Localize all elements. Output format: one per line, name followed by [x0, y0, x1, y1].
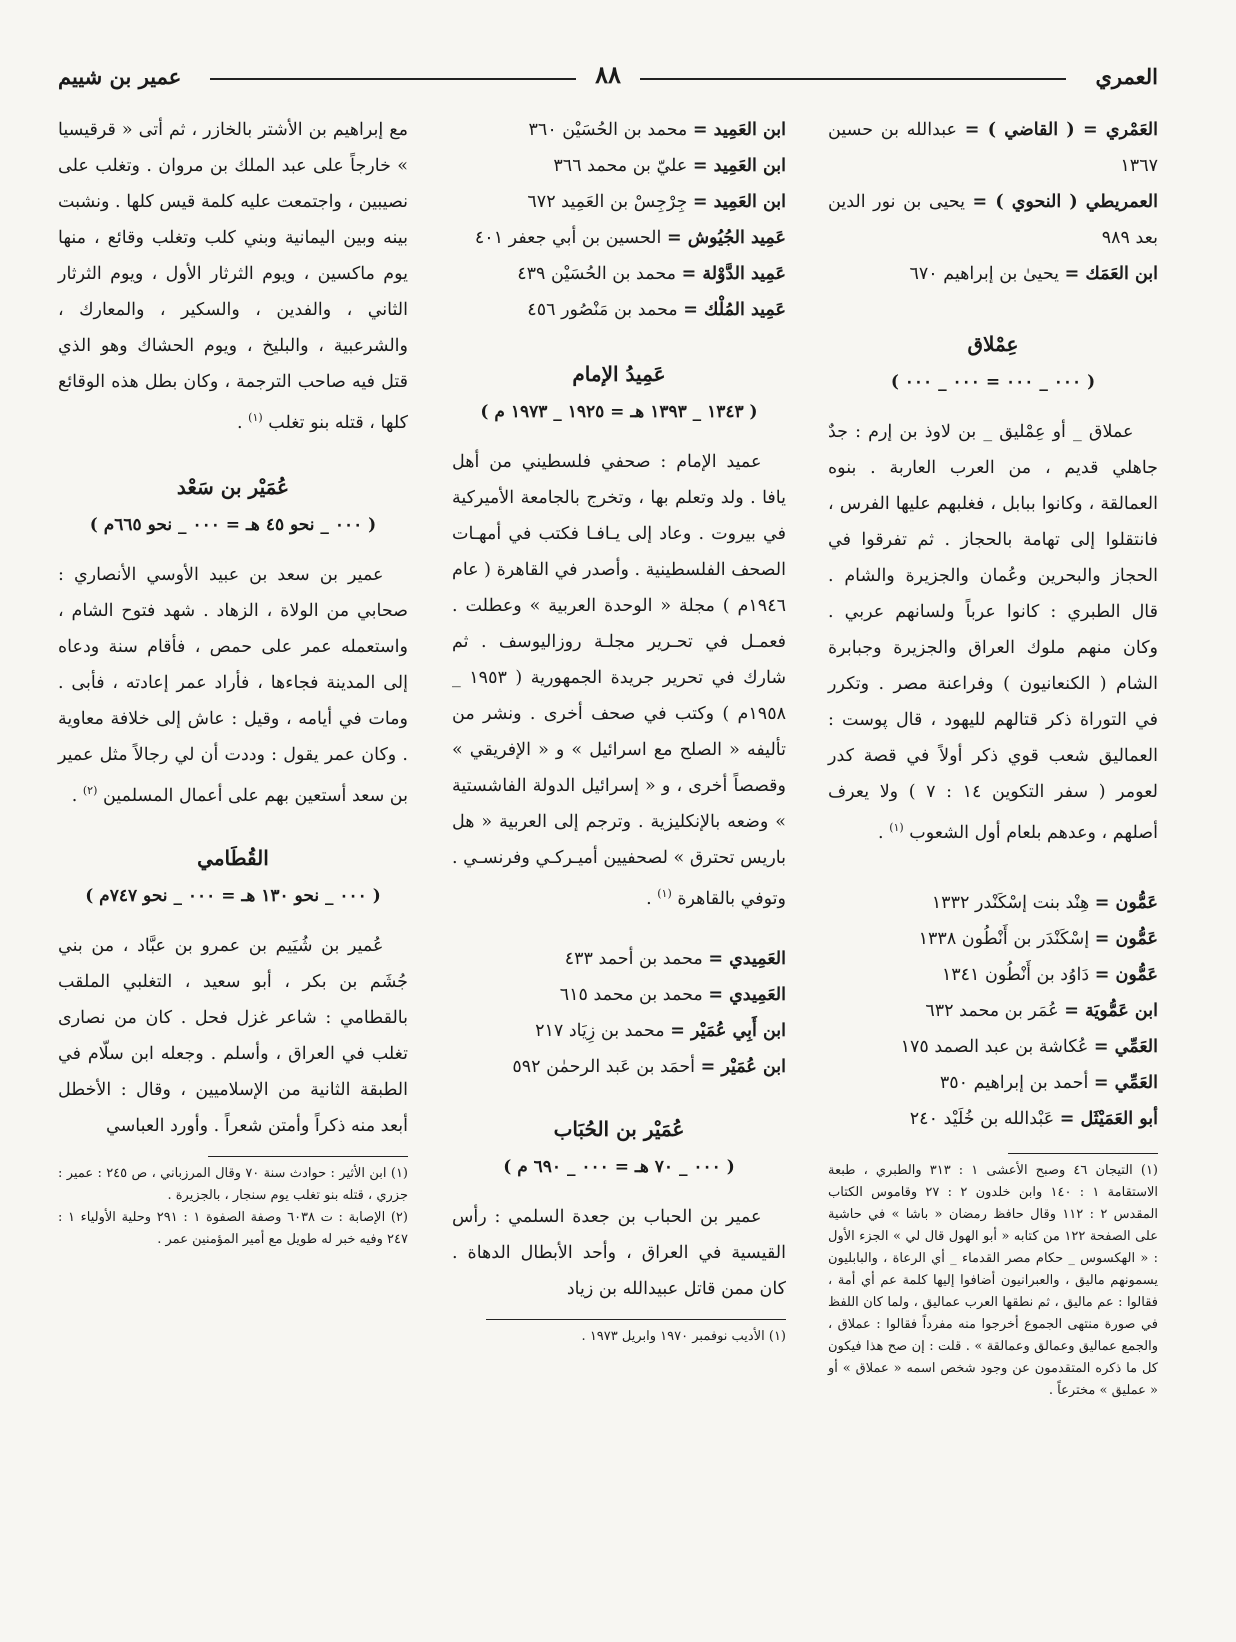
running-head-right: العمري	[1095, 64, 1158, 89]
column-right	[828, 112, 1158, 1402]
cross-reference: العَمِّي = أحمد بن إبراهيم ٣٥٠	[939, 1072, 1158, 1093]
entry-heading: عَمِيدُ الإمام	[572, 362, 666, 386]
footnote-marker: (١)	[657, 887, 672, 900]
entry-heading: عُمَيْر بن الحُبَاب	[553, 1116, 685, 1141]
entry-dates: ( ٠٠٠ _ نحو ٤٥ هـ = ٠٠٠ _ نحو ٦٦٥م )	[89, 514, 377, 535]
cross-reference: ابن العَمَك = يحيىٰ بن إبراهيم ٦٧٠	[909, 264, 1158, 284]
cross-reference: عَمِيد الدَّوْلة = محمد بن الحُسَيْن ٤٣٩	[517, 264, 786, 284]
entry-body: عملاق _ أو عِمْليق _ بن لاوذ بن إرم : جدٌ جاهلي قديم ، من العرب العاربة . بنوه العمالقة ، وكانوا ببابل ، فغلبهم عليها الفرس ، فانتقلوا إلى تهامة بالحجاز . ثم تفرقوا في الحجاز والبحرين وعُمان والجزيرة والشام . قال الطبري : كانوا عرباً ولسانهم عربي . وكان منهم ملوك العراق والجزيرة وجبابرة الشام ( الكنعانيون ) وفراعنة مصر . وتكرر في التوراة ذكر قتالهم لليهود ، قال پوست : العماليق شعب قوي ذكر أولاً في قصة كدر لعومر ( سفر التكوين ١٤ : ٧ ) ولا يعرف أصلهم ، وعدهم بلعام أول الشعوب $^{(١)}$ .	[828, 422, 1159, 843]
cross-reference: العَمْري = ( القاضي ) = عبدالله بن حسين ١٣٦٧	[828, 120, 1158, 176]
entry-dates: ( ٠٠٠ _ ٠٠٠ = ٠٠٠ _ ٠٠٠ )	[890, 372, 1096, 392]
cross-reference: أبو العَمَيْثَل = عَبْدالله بن خُلَيْد ٢٤٠	[909, 1108, 1158, 1129]
page-number: ٨٨	[595, 60, 621, 89]
column-left	[58, 112, 408, 1251]
cross-reference: العمريطي ( النحوي ) = يحيى بن نور الدين بعد ٩٨٩	[828, 192, 1158, 248]
entry-heading: عِمْلاق	[967, 332, 1019, 356]
cross-reference: العَمِّي = عُكاشة بن عبد الصمد ١٧٥	[900, 1036, 1158, 1057]
footnote-rule	[486, 1319, 786, 1320]
cross-reference: عَمِيد المُلْك = محمد بن مَنْصُور ٤٥٦	[527, 300, 786, 320]
entry-body: عمير بن سعد بن عبيد الأوسي الأنصاري : صحابي من الولاة ، الزهاد . شهد فتوح الشام ، واستعمله عمر على حمص ، فأقام سنة ودعاه إلى المدينة فجاءها ، فأراد عمر إعادته ، فأبى . ومات في أيامه ، وقيل : عاش إلى خلافة معاوية . وكان عمر يقول : وددت أن لي رجالاً مثل عمير بن سعد أستعين بهم على أعمال المسلمين $^{(٢)}$ .	[58, 564, 408, 806]
footnote: (١) الأديب نوفمبر ١٩٧٠ وابريل ١٩٧٣ .	[581, 1328, 786, 1344]
cross-reference: عَمُّون = إسْكَنْدَر بن أَنْطُون ١٣٣٨	[918, 928, 1158, 949]
entry-heading: عُمَيْر بن سَعْد	[176, 474, 290, 499]
entry-dates: ( ٠٠٠ _ نحو ١٣٠ هـ = ٠٠٠ _ نحو ٧٤٧م )	[85, 885, 381, 906]
footnote-marker: (١)	[889, 821, 904, 834]
dictionary-page	[58, 52, 1158, 1622]
header-rule-right	[640, 78, 1066, 80]
running-head-left: عمير بن شييم	[58, 64, 182, 89]
cross-reference: ابن العَمِيد = عليّ بن محمد ٣٦٦	[553, 156, 786, 176]
entry-dates: ( ١٣٤٣ _ ١٣٩٣ هـ = ١٩٢٥ _ ١٩٧٣ م )	[480, 402, 758, 422]
footnote: (١) التيجان ٤٦ وصبح الأعشى ١ : ٣١٣ والطبري ، طبعة الاستقامة ١ : ١٤٠ وابن خلدون ٢ : ٢٧ وقاموس الكتاب المقدس ٢ : ١١٢ وقال حافظ رمضان « باشا » في حاشية على الصفحة ١٢٢ من كتابه « أبو الهول قال لي » الجزء الأول : « الهكسوس _ حكام مصر القدماء _ أي الرعاة ، والبابليون يسمونهم ماليق ، والعبرانيون أضافوا إليها كلمة عم أي أمة ، فقالوا : عم ماليق ، ثم نطقها العرب عماليق ، ولما كان اللفظ في صورة منتهى الجموع أخرجوا منه مفرداً فقالوا : عملاق ، والجمع عماليق وعمالق وعمالقة » . قلت : إن صح هذا فيكون كل ما ذكره المتقدمون عن وجود شخص اسمه « عملاق » أو « عمليق » مخترعاً .	[828, 1162, 1158, 1398]
cross-reference: عَمُّون = دَاوُد بن أَنْطُون ١٣٤١	[941, 964, 1158, 985]
footnote-rule	[1008, 1153, 1158, 1154]
cross-reference: ابن عُمَيْر = أحمَد بن عَبد الرحمٰن ٥٩٢	[512, 1056, 786, 1077]
cross-reference: عَمِيد الجُيُوش = الحسين بن أبي جعفر ٤٠١	[474, 228, 786, 248]
footnote: (١) ابن الأثير : حوادث سنة ٧٠ وقال المرزباني ، ص ٢٤٥ : عمير : جزري ، قتله بنو تغلب يوم سنجار ، بالجزيرة .	[58, 1165, 408, 1203]
entry-body: عمير بن الحباب بن جعدة السلمي : رأس القيسية في العراق ، وأحد الأبطال الدهاة . كان ممن قاتل عبيدالله بن زياد	[452, 1206, 786, 1299]
cross-reference: عَمُّون = هِنْد بنت إسْكَنْدر ١٣٣٢	[931, 892, 1158, 913]
footnote-marker: (١)	[248, 411, 263, 424]
column-middle	[452, 112, 786, 1348]
footnote-rule	[208, 1156, 408, 1157]
entry-body: عميد الإمام : صحفي فلسطيني من أهل يافا . ولد وتعلم بها ، وتخرج بالجامعة الأميركية في بيروت . وعاد إلى يـافـا فكتب في أمهـات الصحف الفلسطينية . وأصدر في القاهرة ( عام ١٩٤٦م ) مجلة « الوحدة العربية » وعطلت . فعمـل في تحـرير مجلـة روزاليوسف . ثم شارك في تحرير جريدة الجمهورية ( ١٩٥٣ _ ١٩٥٨م ) وكتب في صحف أخرى . ونشر من تأليفه « الصلح مع اسرائيل » و « الإفريقي » وقصصاً أخرى ، و « إسرائيل الدولة الفاشستية » وضعه بالإنكليزية . وترجم إلى العربية « هل باريس تحترق » لصحفيين أميـركـي وفرنسـي . وتوفي بالقاهرة $^{(١)}$ .	[452, 452, 786, 909]
footnote: (٢) الإصابة : ت ٦٠٣٨ وصفة الصفوة ١ : ٢٩١ وحلية الأولياء ١ : ٢٤٧ وفيه خبر له طويل مع أمير المؤمنين عمر .	[58, 1209, 408, 1247]
cross-reference: ابن العَمِيد = محمد بن الحُسَيْن ٣٦٠	[528, 120, 786, 140]
cross-reference: ابن عَمُّويَة = عُمَر بن محمد ٦٣٢	[925, 1000, 1158, 1021]
entry-body-continued: مع إبراهيم بن الأشتر بالخازر ، ثم أتى « قرقيسيا » خارجاً على عبد الملك بن مروان . وتغلب على نصيبين ، واجتمعت عليه كلمة قيس كلها . ونشبت بينه وبين اليمانية وبني كلب وتغلب وقائع ، منها يوم ماكسين ، ويوم الثرثار الأول ، ويوم الثرثار الثاني ، والفدين ، والسكير ، والمعارك ، والشرعبية ، والبليخ ، ويوم الحشاك وهو الذي قتل فيه صاحب الترجمة ، وكان بطل هذه الوقائع كلها ، قتله بنو تغلب $^{(١)}$ .	[58, 120, 408, 433]
cross-reference: ابن العَمِيد = جِرْجِسْ بن العَمِيد ٦٧٢	[527, 192, 786, 212]
header-rule-left	[210, 78, 576, 80]
cross-reference: العَمِيدي = محمد بن أحمد ٤٣٣	[564, 948, 786, 969]
page-header	[58, 52, 1158, 92]
entry-dates: ( ٠٠٠ _ ٧٠ هـ = ٠٠٠ _ ٦٩٠ م )	[503, 1156, 735, 1177]
entry-heading: القُطَامي	[197, 845, 269, 870]
cross-reference: العَمِيدي = محمد بن محمد ٦١٥	[559, 984, 786, 1005]
cross-reference: ابن أَبِي عُمَيْر = محمد بن زِيَاد ٢١٧	[535, 1020, 786, 1041]
entry-body: عُمير بن شُيَيم بن عمرو بن عبَّاد ، من بني جُشَم بن بكر ، أبو سعيد ، التغلبي الملقب بالقطامي : شاعر غزل فحل . كان من نصارى تغلب في العراق ، وأسلم . وجعله ابن سلّام في الطبقة الثانية من الإسلاميين ، وقال : الأخطل أبعد منه ذكراً وأمتن شعراً . وأورد العباسي	[58, 935, 408, 1136]
footnote-marker: (٢)	[82, 783, 98, 797]
